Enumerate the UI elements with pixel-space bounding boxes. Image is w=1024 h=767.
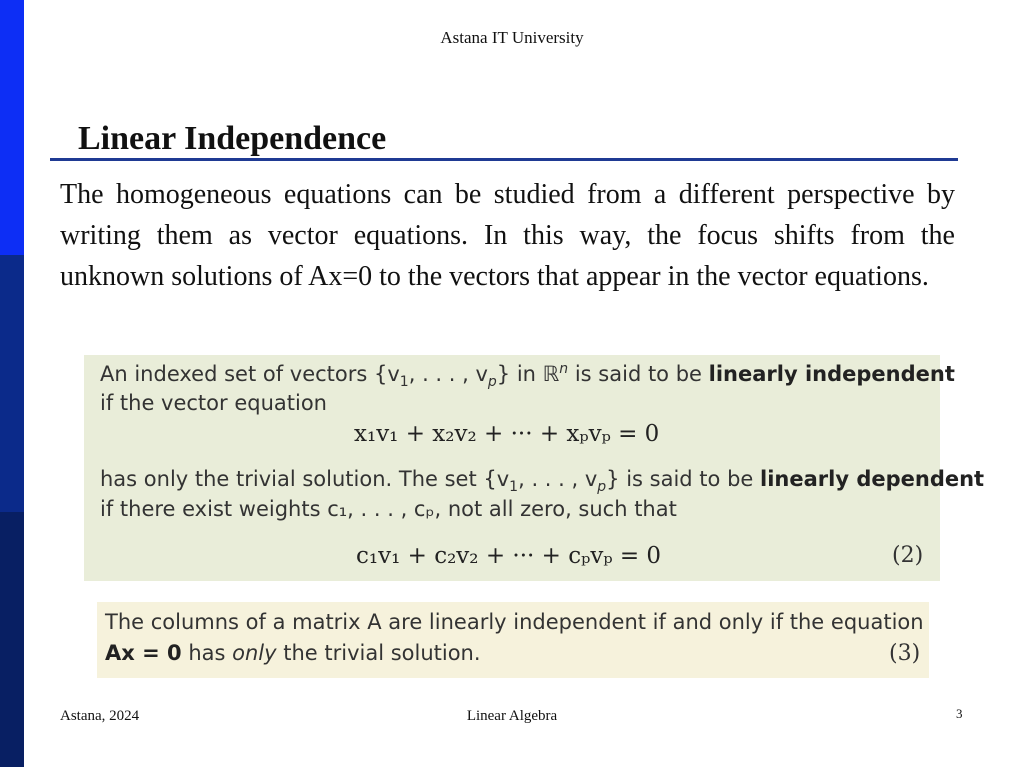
term-linearly-independent: linearly independent	[708, 362, 955, 386]
sidebar-decoration	[0, 0, 24, 767]
sidebar-band-bottom	[0, 512, 24, 767]
header-institution: Astana IT University	[440, 28, 584, 47]
definition-line-4: if there exist weights c₁, . . . , cₚ, not all zero, such that	[100, 497, 677, 521]
theorem-line-1: The columns of a matrix A are linearly independent if and only if the equation	[105, 610, 924, 634]
footer-location-date: Astana, 2024	[60, 708, 140, 724]
theorem-number: (3)	[889, 641, 921, 666]
equation-2: c₁v₁ + c₂v₂ + ··· + cₚvₚ = 0	[356, 543, 662, 569]
definition-line-3: has only the trivial solution. The set {$v_1$, . . . , $v_p$} is said to be linearly dependent	[100, 467, 985, 496]
equation-1: x₁v₁ + x₂v₂ + ··· + xₚvₚ = 0	[354, 421, 660, 447]
intro-paragraph: The homogeneous equations can be studied from a different perspective by writing them as vector equations. In this way, the focus shifts from the unknown solutions of Ax=0 to the vectors that appear in the vector equations.	[60, 179, 955, 292]
sidebar-band-middle	[0, 255, 24, 512]
term-linearly-dependent: linearly dependent	[760, 467, 985, 491]
equation-2-number: (2)	[892, 543, 924, 568]
page-number: 3	[956, 706, 963, 721]
theorem-box	[97, 602, 929, 678]
theorem-line-2: Ax = 0 has only the trivial solution.	[105, 641, 481, 665]
title-underline	[50, 158, 958, 161]
definition-box	[84, 355, 985, 581]
definition-line-2: if the vector equation	[100, 391, 327, 415]
definition-line-1: An indexed set of vectors {$v_1$, . . . , $v_p$} in ℝ$^n$ is said to be linearly independent	[100, 361, 955, 391]
footer-course: Linear Algebra	[466, 708, 558, 724]
slide-title: Linear Independence	[78, 120, 387, 157]
